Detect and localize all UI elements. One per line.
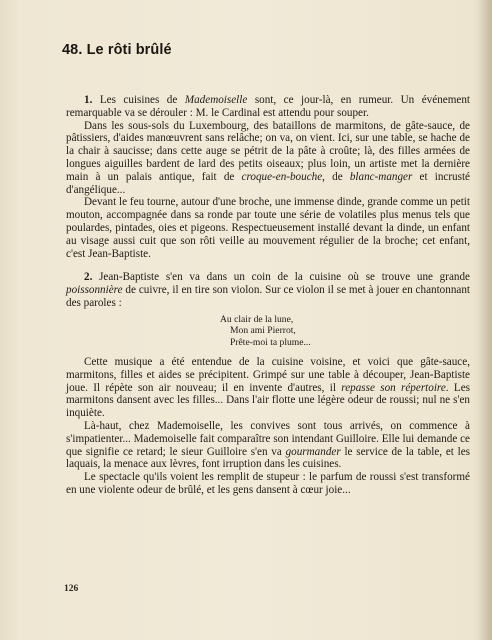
paragraph-text: et incrusté d'angélique... [66, 170, 470, 196]
italic-term: Mademoiselle [184, 94, 248, 106]
page-gutter-shadow [478, 0, 492, 640]
paragraph-text: , de [322, 170, 350, 183]
paragraph-text: . Les marmitons dansent avec les filles... Dans l'air flotte une légère odeur de roussi; nul ne s'en inquiète. [66, 381, 470, 420]
paragraph-text: Dans les sous-sols du Luxembourg, des bataillons de marmitons, de gâte-sauce, de pâtissiers, d'aides manœuvrent sans relâche; on va, on vient. Ici, sur une table, se hache de la chair à saucisse; dans cette auge se pétrit de la pâte à croûte; là, des filles armées de longues aiguilles bardent de lard des petits oiseaux; plus loin, un artiste met la dernière main à un palais antique, fait de [66, 119, 470, 183]
paragraph-text: Là-haut, chez Mademoiselle, les convives sont tous arrivés, on commence à s'impatienter... Mademoiselle fait comparaître son intendant Guilloire. Elle lui demande ce que signifie ce retard; le sieur Guilloire s'en va [66, 419, 470, 458]
song-line-3: Prête-moi ta plume... [230, 336, 311, 348]
paragraph-text: Jean-Baptiste s'en va dans un coin de la cuisine où se trouve une grande [92, 271, 470, 284]
song-line-2: Mon ami Pierrot, [230, 325, 296, 337]
paragraph-2 [66, 120, 470, 197]
paragraph-7: Le spectacle qu'ils voient les remplit de stupeur : le parfum de roussi s'est transformé en une violente odeur de brûlé, et les gens dansent à cœur joie... [66, 471, 470, 496]
song-line-1: Au clair de la lune, [220, 313, 294, 325]
section-number-1: 1. [84, 94, 93, 106]
paragraph-4 [66, 271, 470, 309]
paragraph-text: sont, ce jour-là, en rumeur. Un événement remarquable va se dérouler : M. le Cardinal est attendu pour souper. [66, 94, 470, 119]
page-number: 126 [64, 584, 79, 594]
paragraph-3: Devant le feu tourne, autour d'une broche, une immense dinde, grande comme un petit mouton, accompagnée dans sa ronde par toute une série de volatiles plus menus tels que poulardes, pintades, oies et pigeons. Respectueusement installé devant la dinde, un enfant au visage aussi cuit que son rôti veille au mouvement régulier de la broche; cet enfant, c'est Jean-Baptiste. [66, 196, 470, 260]
italic-term: croque-en-bouche [241, 170, 323, 183]
italic-term: poissonnière [66, 284, 123, 297]
paragraph-text: Cette musique a été entendue de la cuisine voisine, et voici que gâte-sauce, marmitons, filles et aides se précipitent. Grimpé sur une table à découper, Jean-Baptiste joue. Il répète son air nouveau; il en invente d'autres, il [66, 355, 470, 394]
paragraph-text: le service de la table, et les laquais, la menace aux lèvres, font irruption dans les cuisines. [66, 445, 470, 471]
paragraph-6 [66, 420, 470, 471]
italic-term: blanc-manger [349, 170, 413, 183]
section-number-2: 2. [84, 271, 93, 284]
chapter-title: 48. Le rôti brûlé [62, 42, 172, 58]
paragraph-1 [66, 94, 470, 120]
paragraph-text: Les cuisines de [92, 94, 185, 106]
paragraph-5 [66, 356, 470, 420]
italic-term: gourmander [285, 445, 341, 458]
song-lyrics [220, 314, 470, 348]
chapter-body [66, 94, 470, 497]
paragraph-text: de cuivre, il en tire son violon. Sur ce violon il se met à jouer en chantonnant des paroles : [66, 284, 470, 309]
italic-term: repasse son répertoire [341, 381, 446, 394]
